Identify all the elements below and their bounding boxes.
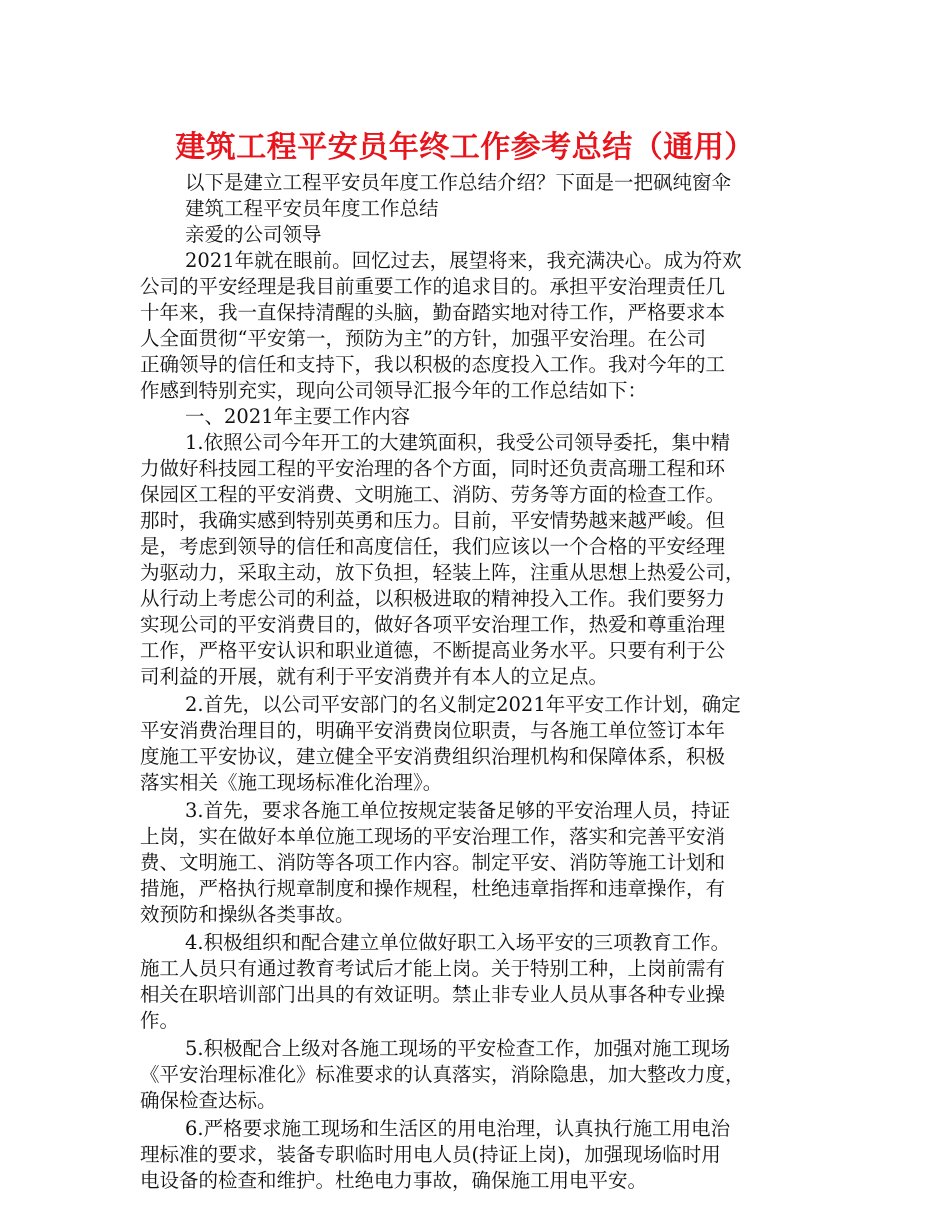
text-line: 5.积极配合上级对各施工现场的平安检查工作，加强对施工现场: [185, 1037, 731, 1060]
text-line: 亲爱的公司领导: [185, 223, 322, 246]
document-body: [140, 170, 828, 1194]
text-line: 建筑工程平安员年度工作总结: [185, 197, 439, 220]
text-line: 工作，严格平安认识和职业道德，不断提高业务水平。只要有利于公: [140, 639, 726, 662]
text-line: 平安消费治理目的，明确平安消费岗位职责，与各施工单位签订本年: [140, 719, 726, 742]
text-line: 司利益的开展，就有利于平安消费并有本人的立足点。: [140, 665, 609, 688]
text-line: 是，考虑到领导的信任和高度信任，我们应该以一个合格的平安经理: [140, 535, 726, 558]
text-line: 确保检查达标。: [140, 1089, 277, 1112]
text-line: 4.积极组织和配合建立单位做好职工入场平安的三项教育工作。: [185, 931, 731, 954]
text-line: 2.首先，以公司平安部门的名义制定2021年平安工作计划，确定: [185, 693, 741, 716]
document-title: 建筑工程平安员年终工作参考总结（通用）: [175, 130, 755, 165]
text-line: 效预防和操纵各类事故。: [140, 903, 355, 926]
text-line: 落实相关《施工现场标准化治理》。: [140, 771, 443, 794]
text-line: 措施，严格执行规章制度和操作规程，杜绝违章指挥和违章操作，有: [140, 877, 726, 900]
text-line: 电设备的检查和维护。杜绝电力事故，确保施工用电平安。: [140, 1169, 648, 1192]
text-line: 公司的平安经理是我目前重要工作的追求目的。承担平安治理责任几: [140, 275, 726, 298]
text-line: 保园区工程的平安消费、文明施工、消防、劳务等方面的检查工作。: [140, 483, 726, 506]
text-line: 从行动上考虑公司的利益，以积极进取的精神投入工作。我们要努力: [140, 587, 726, 610]
text-line: 上岗，实在做好本单位施工现场的平安治理工作，落实和完善平安消: [140, 825, 726, 848]
text-line: 作。: [140, 1009, 180, 1032]
text-line: 1.依照公司今年开工的大建筑面积，我受公司领导委托，集中精: [185, 431, 731, 454]
text-line: 6.严格要求施工现场和生活区的用电治理，认真执行施工用电治: [185, 1117, 731, 1140]
text-line: 度施工平安协议，建立健全平安消费组织治理机构和保障体系，积极: [140, 745, 726, 768]
text-line: 施工人员只有通过教育考试后才能上岗。关于特别工种，上岗前需有: [140, 957, 726, 980]
text-line: 为驱动力，采取主动，放下负担，轻装上阵，注重从思想上热爱公司，: [140, 561, 745, 584]
text-line: 相关在职培训部门出具的有效证明。禁止非专业人员从事各种专业操: [140, 983, 726, 1006]
text-line: 力做好科技园工程的平安治理的各个方面，同时还负责高珊工程和环: [140, 457, 726, 480]
text-line: 十年来，我一直保持清醒的头脑，勤奋踏实地对待工作，严格要求本: [140, 301, 726, 324]
text-line: 理标准的要求，装备专职临时用电人员(持证上岗)，加强现场临时用: [140, 1143, 721, 1166]
text-line: 2021年就在眼前。回忆过去，展望将来，我充满决心。成为符欢: [185, 249, 742, 272]
text-line: 3.首先，要求各施工单位按规定装备足够的平安治理人员，持证: [185, 799, 731, 822]
text-line: 《平安治理标准化》标准要求的认真落实，消除隐患，加大整改力度，: [140, 1063, 745, 1086]
text-line: 实现公司的平安消费目的，做好各项平安治理工作，热爱和尊重治理: [140, 613, 726, 636]
text-line: 人全面贯彻“平安第一，预防为主”的方针，加强平安治理。在公司: [140, 327, 706, 350]
text-line: 以下是建立工程平安员年度工作总结介绍？下面是一把砜纯窗伞: [185, 171, 732, 194]
text-line: 费、文明施工、消防等各项工作内容。制定平安、消防等施工计划和: [140, 851, 726, 874]
text-line: 正确领导的信任和支持下，我以积极的态度投入工作。我对今年的工: [140, 353, 726, 376]
text-line: 那时，我确实感到特别英勇和压力。目前，平安情势越来越严峻。但: [140, 509, 726, 532]
text-line: 作感到特别充实，现向公司领导汇报今年的工作总结如下：: [140, 379, 648, 402]
section-heading: 一、2021年主要工作内容: [185, 405, 411, 428]
